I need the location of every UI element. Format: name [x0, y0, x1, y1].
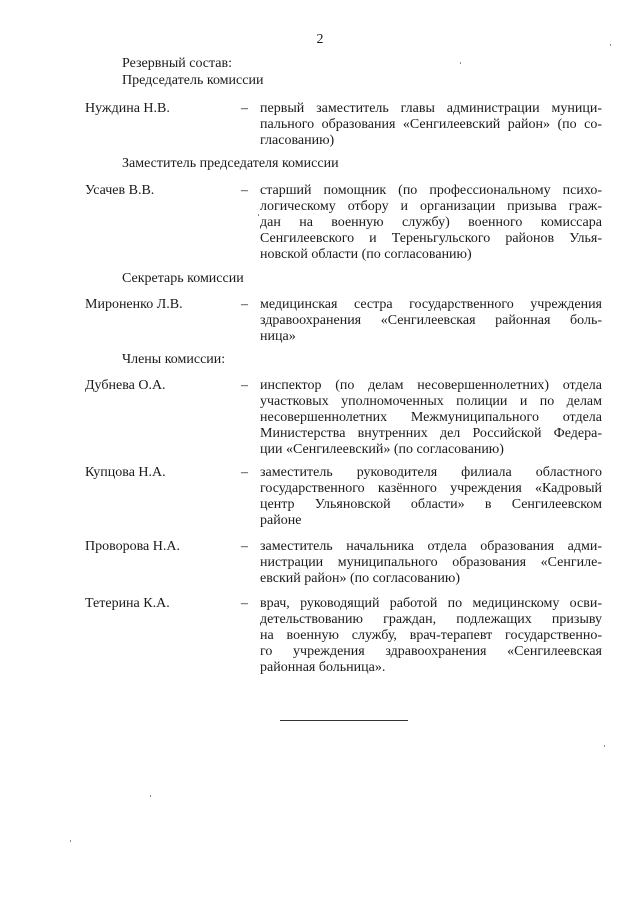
- member-role: [260, 596, 602, 676]
- scan-speck: [460, 62, 461, 64]
- role-line: центр Ульяновской области» в Сенгилеевском: [260, 497, 602, 512]
- member-role: [260, 101, 602, 149]
- role-line: дан на военную службу) военного комиссара: [260, 215, 602, 230]
- scan-speck: [150, 795, 151, 797]
- page-number: 2: [316, 32, 324, 47]
- closing-rule: [280, 720, 408, 721]
- member-name: Купцова Н.А.: [85, 465, 166, 480]
- section-deputy-heading: Заместитель председателя комиссии: [122, 156, 339, 171]
- role-line: Сенгилеевского и Тереньгульского районов Улья-: [260, 231, 602, 246]
- member-role: [260, 378, 602, 458]
- role-line: медицинская сестра государственного учреждения: [260, 297, 602, 312]
- dash-separator: –: [241, 297, 248, 312]
- role-line: евский район» (по согласованию): [260, 571, 460, 586]
- scan-speck: [258, 214, 259, 216]
- dash-separator: –: [241, 596, 248, 611]
- member-name: Нуждина Н.В.: [85, 101, 170, 116]
- role-line: инспектор (по делам несовершеннолетних) отдела: [260, 378, 602, 393]
- member-name: Усачев В.В.: [85, 183, 155, 198]
- section-members-heading: Члены комиссии:: [122, 352, 226, 367]
- role-line: несовершеннолетних Межмуниципального отдела: [260, 410, 602, 425]
- role-line: новской области (по согласованию): [260, 247, 472, 262]
- role-line: нистрации муниципального образования «Сенгиле-: [260, 555, 602, 570]
- section-chair-heading: Председатель комиссии: [122, 73, 264, 88]
- member-role: [260, 539, 602, 587]
- role-line: районе: [260, 513, 302, 528]
- role-line: Министерства внутренних дел Российской Федера-: [260, 426, 602, 441]
- role-line: первый заместитель главы администрации муници-: [260, 101, 602, 116]
- dash-separator: –: [241, 183, 248, 198]
- dash-separator: –: [241, 378, 248, 393]
- dash-separator: –: [241, 101, 248, 116]
- section-secretary-heading: Секретарь комиссии: [122, 271, 244, 286]
- scan-speck: [610, 44, 611, 46]
- scan-speck: [604, 745, 605, 747]
- role-line: ница»: [260, 329, 296, 344]
- member-role: [260, 297, 602, 345]
- role-line: здравоохранения «Сенгилеевская районная боль-: [260, 313, 602, 328]
- member-role: [260, 183, 602, 263]
- role-line: районная больница».: [260, 660, 386, 675]
- role-line: врач, руководящий работой по медицинскому осви-: [260, 596, 602, 611]
- role-line: государственного казённого учреждения «Кадровый: [260, 481, 602, 496]
- member-name: Мироненко Л.В.: [85, 297, 183, 312]
- member-role: [260, 465, 602, 529]
- member-name: Проворова Н.А.: [85, 539, 180, 554]
- role-line: заместитель начальника отдела образования адми-: [260, 539, 602, 554]
- member-name: Дубнева О.А.: [85, 378, 166, 393]
- role-line: логическому отбору и организации призыва граж-: [260, 199, 602, 214]
- role-line: на военную службу, врач-терапевт государственно-: [260, 628, 602, 643]
- role-line: ции «Сенгилеевский» (по согласованию): [260, 442, 504, 457]
- dash-separator: –: [241, 465, 248, 480]
- role-line: го учреждения здравоохранения «Сенгилеевская: [260, 644, 602, 659]
- scan-speck: [70, 840, 71, 842]
- reserve-heading: Резервный состав:: [122, 56, 233, 71]
- role-line: гласованию): [260, 133, 335, 148]
- role-line: участковых уполномоченных полиции и по делам: [260, 394, 602, 409]
- role-line: детельствованию граждан, подлежащих призыву: [260, 612, 602, 627]
- role-line: старший помощник (по профессиональному психо-: [260, 183, 602, 198]
- member-name: Тетерина К.А.: [85, 596, 170, 611]
- dash-separator: –: [241, 539, 248, 554]
- role-line: пального образования «Сенгилеевский район» (по со-: [260, 117, 602, 132]
- role-line: заместитель руководителя филиала областного: [260, 465, 602, 480]
